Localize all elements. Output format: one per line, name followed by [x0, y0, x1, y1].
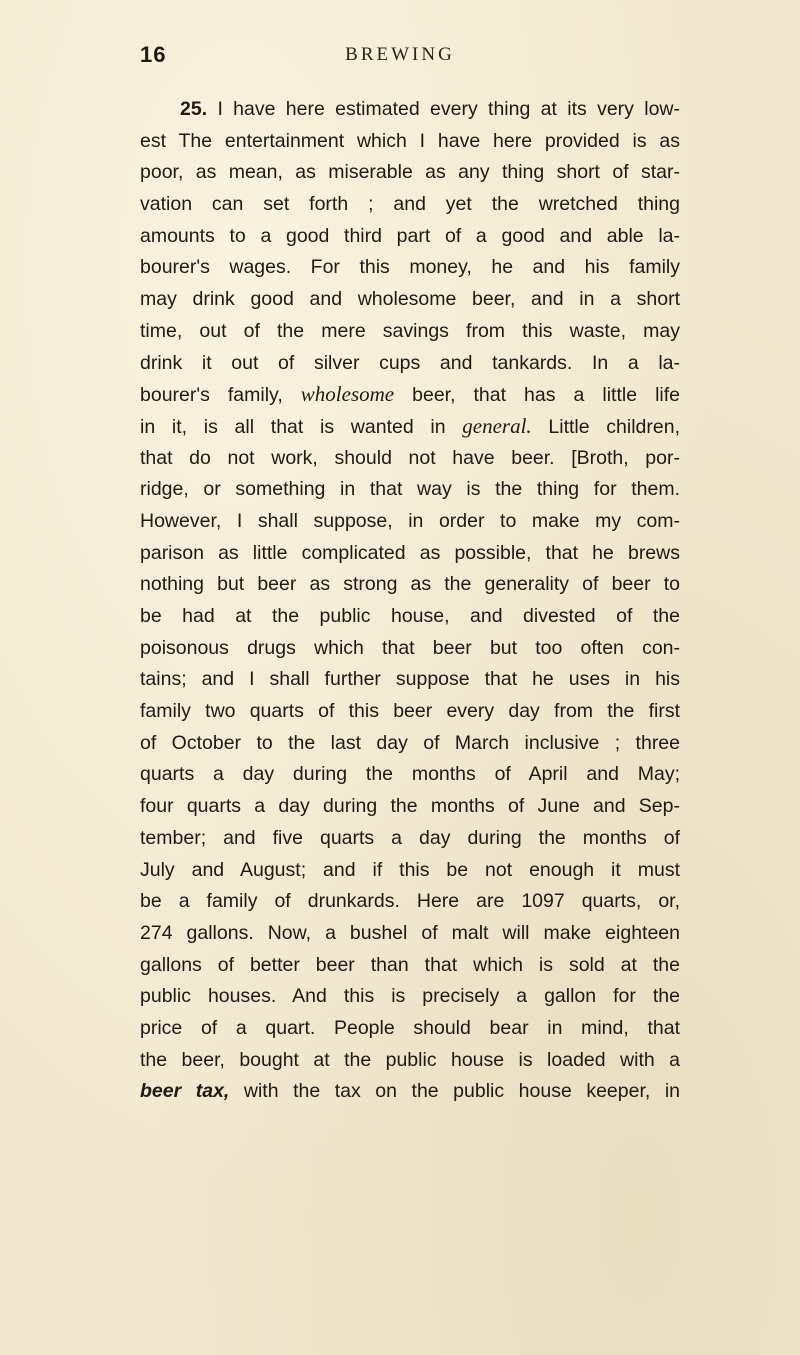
text-segment: tember; and five quarts a day during the months of [140, 826, 680, 849]
text-segment: family two quarts of this beer every day from the first [140, 700, 680, 723]
text-segment: gallons of better beer than that which is sold at the [140, 953, 680, 976]
text-segment: Little children, [531, 415, 680, 438]
text-line [140, 221, 680, 253]
running-title: BREWING [345, 44, 455, 65]
text-line [140, 759, 680, 791]
text-line [140, 316, 680, 348]
text-line [140, 252, 680, 284]
text-line [140, 1013, 680, 1045]
text-segment: the beer, bought at the public house is loaded with a [140, 1048, 680, 1071]
text-segment: 274 gallons. Now, a bushel of malt will make eighteen [140, 921, 680, 944]
text-line [140, 348, 680, 380]
text-line [140, 411, 680, 443]
text-segment: with the tax on the public house keeper, in [229, 1080, 681, 1103]
italic-word: wholesome [300, 382, 395, 407]
text-segment: public houses. And this is precisely a gallon for the [140, 985, 680, 1008]
text-line [140, 1045, 680, 1077]
text-line [140, 157, 680, 189]
text-segment: nothing but beer as strong as the generality of beer to [140, 573, 680, 596]
text-line [140, 981, 680, 1013]
text-segment: four quarts a day during the months of June and Sep- [140, 795, 680, 818]
text-segment: poor, as mean, as miserable as any thing short of star- [140, 161, 680, 184]
text-line [140, 823, 680, 855]
text-line [140, 1076, 680, 1108]
text-line: 25. I have here estimated every thing at its very low- [180, 98, 680, 120]
text-line [140, 443, 680, 475]
text-line [140, 918, 680, 950]
text-line [140, 126, 680, 158]
text-line [140, 664, 680, 696]
text-line [140, 696, 680, 728]
text-segment: poisonous drugs which that beer but too often con- [140, 636, 680, 659]
text-line [140, 189, 680, 221]
text-segment: of October to the last day of March inclusive ; three [140, 731, 680, 754]
text-segment: bourer's family, [140, 384, 301, 407]
text-segment: drink it out of silver cups and tankards. In a la- [140, 351, 680, 374]
running-head [0, 42, 800, 82]
text-segment: be a family of drunkards. Here are 1097 quarts, or, [140, 890, 680, 913]
text-segment: bourer's wages. For this money, he and his family [140, 256, 680, 279]
text-segment: price of a quart. People should bear in mind, that [140, 1016, 680, 1039]
text-line [140, 506, 680, 538]
text-segment: beer, that has a little life [394, 384, 680, 407]
text-line [140, 791, 680, 823]
text-line [140, 728, 680, 760]
text-line [140, 379, 680, 411]
text-line [140, 474, 680, 506]
text-line [140, 601, 680, 633]
text-segment: vation can set forth ; and yet the wretched thing [140, 193, 680, 216]
text-segment: quarts a day during the months of April and May; [140, 763, 680, 786]
text-line [140, 855, 680, 887]
text-segment: may drink good and wholesome beer, and in a short [140, 288, 680, 311]
text-segment: in it, is all that is wanted in [140, 415, 463, 438]
text-line [140, 538, 680, 570]
text-line [140, 950, 680, 982]
text-line [140, 569, 680, 601]
text-segment: parison as little complicated as possible, that he brews [140, 541, 680, 564]
text-segment: tains; and I shall further suppose that he uses in his [140, 668, 680, 691]
text-segment: However, I shall suppose, in order to make my com- [140, 509, 680, 532]
text-segment: time, out of the mere savings from this waste, may [140, 319, 680, 342]
text-segment: est The entertainment which I have here provided is as [140, 129, 680, 152]
page-number: 16 [140, 42, 167, 67]
text-line [140, 886, 680, 918]
body-text [140, 94, 680, 1108]
text-segment: be had at the public house, and divested of the [140, 605, 680, 627]
text-segment: ridge, or something in that way is the thing for them. [140, 478, 680, 501]
text-line [140, 284, 680, 316]
text-segment: that do not work, should not have beer. [Broth, por- [140, 446, 680, 469]
text-line [140, 633, 680, 665]
italic-bold-term: beer tax, [140, 1080, 230, 1103]
paragraph-number: 25. [180, 98, 208, 120]
text-segment: July and August; and if this be not enough it must [140, 858, 680, 881]
text-segment: amounts to a good third part of a good and able la- [140, 224, 680, 247]
italic-word: general. [462, 413, 532, 438]
